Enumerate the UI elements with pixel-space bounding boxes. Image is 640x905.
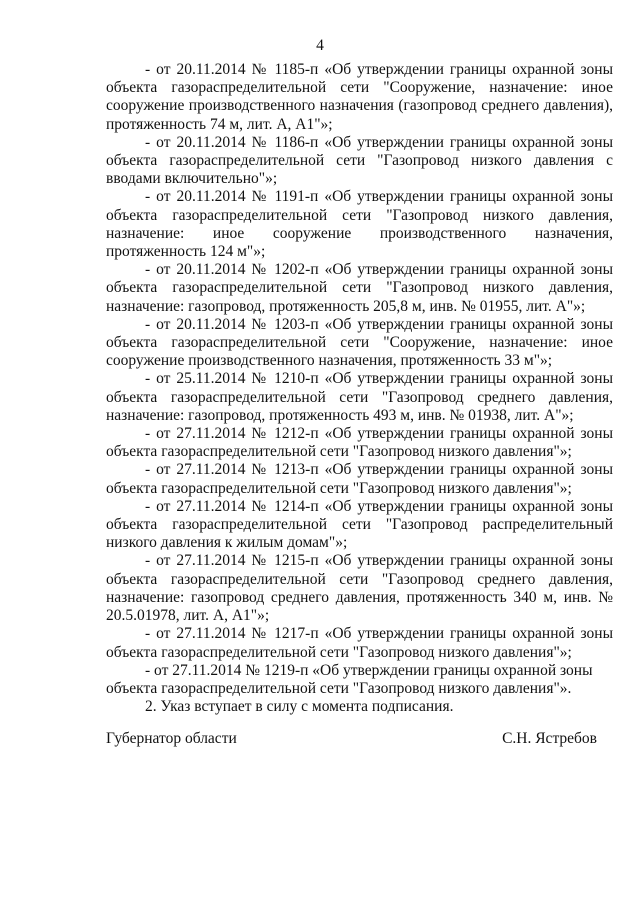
document-body (106, 61, 613, 716)
list-item: - от 27.11.2014 № 1219-п «Об утверждении границы охранной зоны объекта газораспределительной сети "Газопровод низкого давления"». (106, 661, 593, 697)
list-item: - от 20.11.2014 № 1203-п «Об утверждении границы охранной зоны объекта газораспределительной сети "Сооружение, назначение: иное сооружение производственного назначения, протяженность 33 м"»; (106, 315, 613, 370)
signatory-name: С.Н. Ястребов (502, 730, 597, 747)
list-item: - от 20.11.2014 № 1185-п «Об утверждении границы охранной зоны объекта газораспределительной сети "Сооружение, назначение: иное сооружение производственного назначения (газопровод среднего давления), протяженность 74 м, лит. А, А1"»; (106, 61, 613, 133)
list-item: - от 27.11.2014 № 1215-п «Об утверждении границы охранной зоны объекта газораспределительной сети "Газопровод среднего давления, назначение: газопровод среднего давления, протяженность 340 м, инв. № 20.5.01978, лит. А, А1"»; (106, 552, 613, 625)
list-item: - от 20.11.2014 № 1202-п «Об утверждении границы охранной зоны объекта газораспределительной сети "Газопровод низкого давления, назначение: газопровод, протяженность 205,8 м, инв. № 01955, лит. А"»; (106, 261, 613, 315)
list-item: - от 27.11.2014 № 1213-п «Об утверждении границы охранной зоны объекта газораспределительной сети "Газопровод низкого давления"»; (106, 461, 613, 497)
list-item: - от 27.11.2014 № 1214-п «Об утверждении границы охранной зоны объекта газораспределительной сети "Газопровод распределительный низкого давления к жилым домам"»; (106, 497, 613, 552)
list-item: - от 20.11.2014 № 1186-п «Об утверждении границы охранной зоны объекта газораспределительной сети "Газопровод низкого давления с вводами включительно"»; (106, 133, 613, 188)
list-item: - от 27.11.2014 № 1217-п «Об утверждении границы охранной зоны объекта газораспределительной сети "Газопровод низкого давления"»; (106, 625, 613, 661)
list-item: - от 20.11.2014 № 1191-п «Об утверждении границы охранной зоны объекта газораспределительной сети "Газопровод низкого давления, назначение: иное сооружение производственного назначения, протяженность 124 м"»; (106, 188, 613, 261)
closing-paragraph: 2. Указ вступает в силу с момента подписания. (145, 698, 454, 716)
signatory-title: Губернатор области (106, 730, 237, 747)
list-item: - от 27.11.2014 № 1212-п «Об утверждении границы охранной зоны объекта газораспределительной сети "Газопровод низкого давления"»; (106, 425, 613, 461)
list-item: - от 25.11.2014 № 1210-п «Об утверждении границы охранной зоны объекта газораспределительной сети "Газопровод среднего давления, назначение: газопровод, протяженность 493 м, инв. № 01938, лит. А"»; (106, 370, 613, 424)
page-number: 4 (316, 37, 324, 54)
